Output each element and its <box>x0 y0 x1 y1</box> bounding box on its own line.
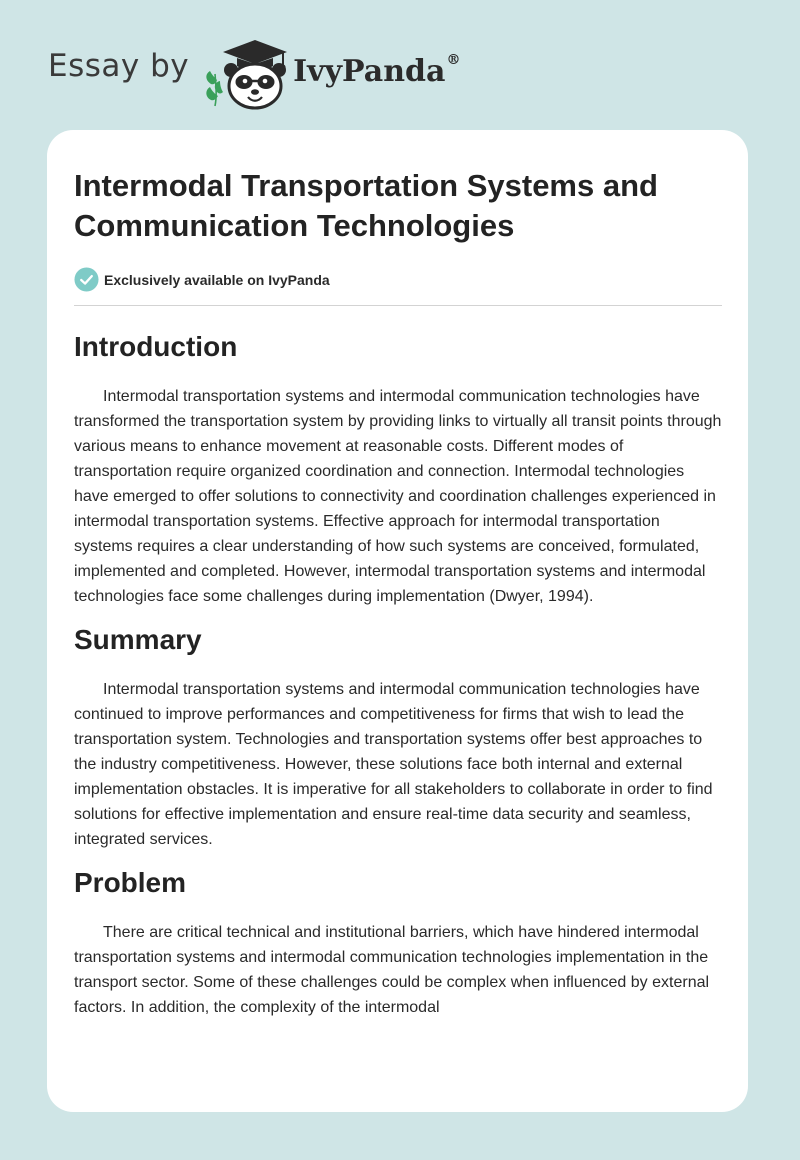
section-heading: Introduction <box>74 331 238 362</box>
section-heading: Summary <box>74 624 202 655</box>
section-paragraph: Intermodal transportation systems and intermodal communication technologies have continued to improve performances and competitiveness for firms that wish to lead the transportation system. Technologies and transportation systems offer best approaches to the industry competitiveness. However, these solutions face both internal and external implementation obstacles. It is imperative for all stakeholders to collaborate in order to find solutions for effective implementation and ensure real-time data security and seamless, integrated services. <box>74 681 713 848</box>
section-problem <box>74 866 722 1020</box>
page-title: Intermodal Transportation Systems and Communication Technologies <box>74 168 658 243</box>
section-summary <box>74 623 722 852</box>
essay-by-label: Essay by <box>48 48 190 84</box>
site-header <box>48 34 460 114</box>
panda-graduate-logo-icon[interactable] <box>203 34 289 114</box>
registered-mark: ® <box>446 51 461 68</box>
brand-text: IvyPanda <box>293 53 446 89</box>
section-introduction <box>74 330 722 609</box>
section-paragraph: There are critical technical and institutional barriers, which have hindered intermodal transportation systems and intermodal communication technologies implementation in the transport sector. Some of these challenges could be complex when influenced by external factors. In addition, the complexity of the intermodal <box>74 924 710 1016</box>
section-heading: Problem <box>74 867 187 898</box>
check-circle-icon <box>74 267 99 292</box>
essay-card <box>47 130 748 1112</box>
brand-name[interactable] <box>293 51 461 89</box>
section-paragraph: Intermodal transportation systems and intermodal communication technologies have transformed the transportation system by providing links to virtually all transit points through various means to enhance movement at reasonable costs. Different modes of transportation require organized coordination and connection. Intermodal technologies have emerged to offer solutions to connectivity and coordination challenges experienced in intermodal transportation systems. Effective approach for intermodal transportation systems requires a clear understanding of how such systems are conceived, formulated, implemented and completed. However, intermodal transportation systems and intermodal technologies face some challenges during implementation (Dwyer, 1994). <box>74 388 722 605</box>
availability-badge <box>74 267 722 306</box>
availability-text: Exclusively available on IvyPanda <box>104 271 330 288</box>
